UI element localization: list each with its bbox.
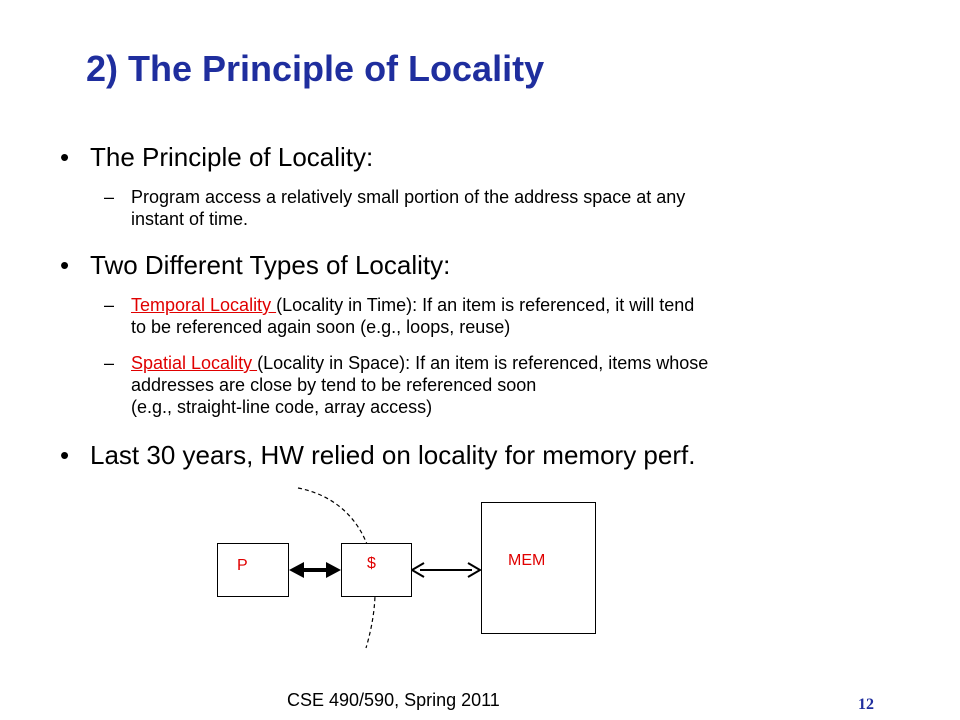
subitem-line: Program access a relatively small portion of the address space at any <box>131 187 686 207</box>
subitem-line: to be referenced again soon (e.g., loops, reuse) <box>131 317 511 337</box>
processor-label: P <box>237 557 248 574</box>
bullet-dot: • <box>60 440 70 470</box>
bullet-text: Last 30 years, HW relied on locality for memory perf. <box>90 440 696 470</box>
spatial-definition: (Locality in Space): If an item is referenced, items whose <box>257 353 709 373</box>
subitem-line: instant of time. <box>131 209 249 229</box>
bullet-dot: • <box>60 142 70 172</box>
footer-course: CSE 490/590, Spring 2011 <box>287 690 500 710</box>
bullet-dot: • <box>60 250 70 280</box>
bullet-text: Two Different Types of Locality: <box>90 250 451 280</box>
page-number: 12 <box>858 696 874 713</box>
dash: – <box>104 295 115 315</box>
bullet-text: The Principle of Locality: <box>90 142 374 172</box>
processor-box <box>217 543 289 597</box>
temporal-definition: (Locality in Time): If an item is referenced, it will tend <box>276 295 695 315</box>
cache-label: $ <box>367 555 376 572</box>
temporal-locality-term: Temporal Locality <box>131 295 277 315</box>
subitem-line: addresses are close by tend to be referenced soon <box>131 375 537 395</box>
cache-box <box>341 543 412 597</box>
dash: – <box>104 187 115 207</box>
processor-cache-arrow <box>289 562 341 578</box>
memory-label: MEM <box>508 552 546 569</box>
cache-memory-arrow <box>412 563 480 577</box>
slide-title: 2) The Principle of Locality <box>86 48 545 89</box>
spatial-locality-term: Spatial Locality <box>131 353 258 373</box>
subitem-line: (e.g., straight-line code, array access) <box>131 397 433 417</box>
dash: – <box>104 353 115 373</box>
